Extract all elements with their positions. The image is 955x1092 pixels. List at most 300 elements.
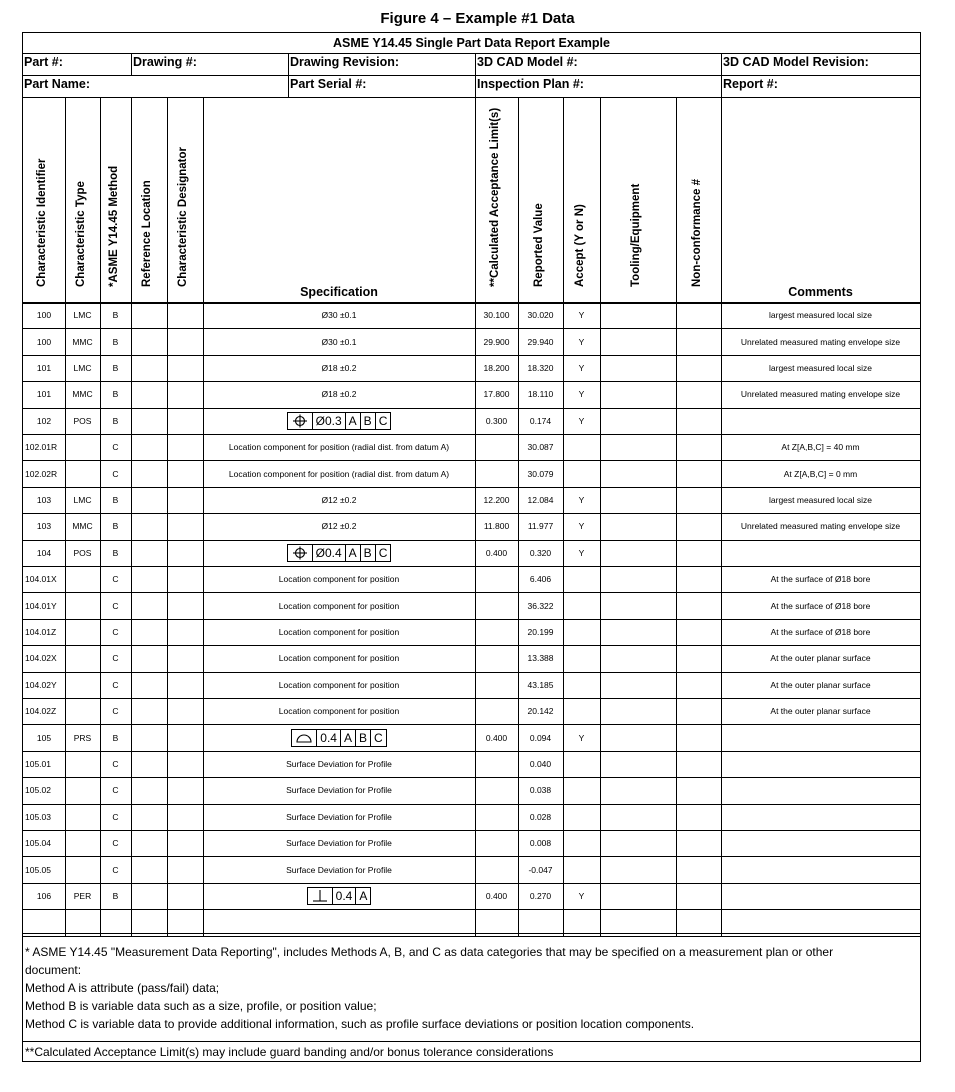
cell-method: B — [112, 389, 119, 400]
cell-nonconformance — [676, 619, 721, 645]
cell-reported-value: 11.977 — [527, 521, 554, 532]
cell-designator — [167, 883, 203, 909]
drawing-revision-label: Drawing Revision: — [290, 55, 400, 69]
cell-reference-location — [131, 777, 167, 803]
cell-reported-value: 0.320 — [529, 547, 552, 558]
footnote: **Calculated Acceptance Limit(s) may include guard banding and/or bonus tolerance considerations — [25, 1045, 554, 1059]
cell-calculated-limit — [475, 751, 518, 777]
cell-reference-location — [131, 830, 167, 856]
cell-reference-location — [131, 883, 167, 909]
cell-designator — [167, 672, 203, 698]
cad-model-number-label: 3D CAD Model #: — [477, 55, 578, 69]
cell-designator — [167, 513, 203, 539]
cell-accept — [563, 698, 600, 724]
cell-tooling — [600, 724, 676, 750]
cell-designator — [167, 592, 203, 618]
column-header-accept: Accept (Y or N) — [574, 204, 586, 287]
cell-nonconformance — [676, 408, 721, 434]
cell-method: C — [112, 574, 119, 585]
fcf-cell: 0.4 — [316, 730, 340, 746]
cell-accept: Y — [578, 890, 585, 901]
cell-reported-value: 20.199 — [527, 626, 554, 637]
column-header-method: *ASME Y14.45 Method — [108, 165, 120, 287]
fcf-symbol — [292, 730, 316, 746]
feature-control-frame — [287, 412, 392, 430]
perpendicularity-icon — [311, 889, 329, 903]
cell-reported-value: 43.185 — [527, 679, 554, 690]
cell-characteristic-id: 104.02X — [25, 653, 57, 664]
cell-designator — [167, 724, 203, 750]
cell-method: B — [112, 336, 119, 347]
cell-method: C — [112, 864, 119, 875]
cell-calculated-limit: 0.300 — [485, 415, 508, 426]
cell-calculated-limit: 18.200 — [483, 362, 510, 373]
cell-nonconformance — [676, 592, 721, 618]
table-title: ASME Y14.45 Single Part Data Report Example — [333, 36, 610, 50]
cell-method: C — [112, 758, 119, 769]
cell-characteristic-id: 105.05 — [25, 864, 51, 875]
cell-nonconformance — [676, 381, 721, 407]
cell-designator — [167, 328, 203, 354]
cell-calculated-limit — [475, 619, 518, 645]
cell-tooling — [600, 434, 676, 460]
cell-tooling — [600, 830, 676, 856]
cell-specification: Location component for position (radial dist. from datum A) — [228, 442, 450, 453]
cell-characteristic-type: PRS — [73, 732, 92, 743]
cell-reference-location — [131, 355, 167, 381]
cell-nonconformance — [676, 751, 721, 777]
cell-designator — [167, 909, 203, 935]
fcf-cell: A — [345, 545, 360, 561]
cell-characteristic-id: 106 — [36, 890, 52, 901]
cell-specification — [203, 909, 475, 935]
cell-calculated-limit: 0.400 — [485, 547, 508, 558]
cell-calculated-limit — [475, 698, 518, 724]
cell-accept — [563, 909, 600, 935]
fcf-cell: C — [370, 730, 386, 746]
cell-reported-value: 13.388 — [527, 653, 554, 664]
cell-characteristic-type: MMC — [72, 336, 93, 347]
part-number-label: Part #: — [24, 55, 63, 69]
cell-specification: Location component for position (radial dist. from datum A) — [228, 468, 450, 479]
cell-accept: Y — [578, 310, 585, 321]
cell-specification: Ø12 ±0.2 — [321, 521, 357, 532]
cell-characteristic-type — [65, 751, 100, 777]
cell-reported-value: 0.038 — [529, 785, 552, 796]
cell-designator — [167, 856, 203, 882]
cell-characteristic-type — [65, 619, 100, 645]
cell-characteristic-id: 104.01Z — [25, 626, 57, 637]
column-header-nc: Non-conformance # — [691, 179, 703, 287]
inspection-plan-label: Inspection Plan #: — [477, 77, 584, 91]
cell-nonconformance — [676, 804, 721, 830]
cell-reference-location — [131, 751, 167, 777]
cell-comments: At Z[A,B,C] = 40 mm — [781, 442, 860, 453]
cell-nonconformance — [676, 698, 721, 724]
cell-nonconformance — [676, 540, 721, 566]
cell-tooling — [600, 856, 676, 882]
cell-tooling — [600, 672, 676, 698]
column-header-cal: **Calculated Acceptance Limit(s) — [489, 107, 501, 287]
cell-comments — [721, 724, 920, 750]
cell-characteristic-type — [65, 777, 100, 803]
cell-reference-location — [131, 566, 167, 592]
cell-specification: Location component for position — [278, 653, 400, 664]
cell-reported-value: 36.322 — [527, 600, 554, 611]
cell-calculated-limit: 11.800 — [483, 521, 510, 532]
cell-designator — [167, 355, 203, 381]
cell-method: B — [112, 362, 119, 373]
fcf-cell: A — [345, 413, 360, 429]
cell-method: C — [112, 600, 119, 611]
cell-designator — [167, 619, 203, 645]
method-notes — [23, 943, 920, 1039]
cell-characteristic-type — [65, 909, 100, 935]
part-serial-label: Part Serial #: — [290, 77, 367, 91]
cell-method: B — [112, 521, 119, 532]
cell-characteristic-type — [65, 698, 100, 724]
cell-comments — [721, 540, 920, 566]
cell-reported-value: 30.087 — [527, 442, 554, 453]
cell-method: C — [112, 442, 119, 453]
column-header-spec: Specification — [300, 285, 378, 299]
cell-reported-value: 0.028 — [529, 811, 552, 822]
cell-reported-value: 0.008 — [529, 838, 552, 849]
cell-tooling — [600, 513, 676, 539]
cell-calculated-limit — [475, 672, 518, 698]
cell-calculated-limit — [475, 645, 518, 671]
cell-characteristic-id: 104 — [36, 547, 52, 558]
cell-method: B — [112, 415, 119, 426]
cell-comments: At the surface of Ø18 bore — [770, 574, 871, 585]
cell-characteristic-type — [65, 592, 100, 618]
cell-characteristic-type: POS — [73, 415, 92, 426]
cell-nonconformance — [676, 513, 721, 539]
cell-tooling — [600, 777, 676, 803]
cell-comments: Unrelated measured mating envelope size — [740, 336, 901, 347]
cell-comments: At the surface of Ø18 bore — [770, 600, 871, 611]
cell-accept — [563, 856, 600, 882]
data-report-table — [22, 32, 921, 1062]
cell-specification: Surface Deviation for Profile — [286, 838, 392, 849]
cell-comments — [721, 856, 920, 882]
position-icon — [291, 414, 309, 428]
cell-method: C — [112, 838, 119, 849]
cell-nonconformance — [676, 328, 721, 354]
cell-characteristic-id: 100 — [36, 310, 52, 321]
cell-characteristic-id: 105.01 — [25, 758, 51, 769]
cell-accept: Y — [578, 494, 585, 505]
cell-nonconformance — [676, 302, 721, 328]
cell-reported-value: 29.940 — [527, 336, 554, 347]
cell-tooling — [600, 592, 676, 618]
cell-reported-value: 6.406 — [529, 574, 552, 585]
cell-tooling — [600, 328, 676, 354]
cell-characteristic-id: 103 — [36, 521, 52, 532]
cell-specification: Surface Deviation for Profile — [286, 785, 392, 796]
cell-tooling — [600, 751, 676, 777]
cell-accept — [563, 460, 600, 486]
cell-characteristic-id: 104.01X — [25, 574, 57, 585]
cell-tooling — [600, 460, 676, 486]
cell-accept — [563, 566, 600, 592]
part-name-label: Part Name: — [24, 77, 90, 91]
cell-characteristic-id: 104.02Y — [25, 679, 57, 690]
profile-surface-icon — [295, 731, 313, 745]
cell-characteristic-type — [65, 645, 100, 671]
cell-calculated-limit — [475, 434, 518, 460]
cell-comments — [721, 408, 920, 434]
cell-accept: Y — [578, 389, 585, 400]
cell-designator — [167, 381, 203, 407]
fcf-cell: C — [375, 545, 391, 561]
cell-tooling — [600, 566, 676, 592]
cell-designator — [167, 434, 203, 460]
cell-comments — [721, 883, 920, 909]
cell-accept: Y — [578, 362, 585, 373]
cell-reported-value: 0.040 — [529, 758, 552, 769]
cell-designator — [167, 777, 203, 803]
cell-reference-location — [131, 909, 167, 935]
cell-calculated-limit: 0.400 — [485, 890, 508, 901]
cell-characteristic-id: 101 — [36, 362, 52, 373]
feature-control-frame — [287, 544, 392, 562]
cell-characteristic-type — [65, 434, 100, 460]
cell-characteristic-id: 105.04 — [25, 838, 51, 849]
cell-accept: Y — [578, 547, 585, 558]
cell-method: B — [112, 732, 119, 743]
drawing-number-label: Drawing #: — [133, 55, 197, 69]
cell-reported-value — [518, 909, 563, 935]
cell-characteristic-type: PER — [73, 890, 92, 901]
cell-reported-value: 0.174 — [529, 415, 552, 426]
cell-method: C — [112, 626, 119, 637]
fcf-cell: Ø0.4 — [312, 545, 345, 561]
cell-specification: Ø30 ±0.1 — [321, 310, 357, 321]
cell-characteristic-id: 102.01R — [25, 442, 58, 453]
cell-characteristic-type — [65, 804, 100, 830]
cell-nonconformance — [676, 487, 721, 513]
cell-reference-location — [131, 540, 167, 566]
column-header-reported: Reported Value — [533, 203, 545, 287]
cell-specification — [203, 408, 475, 434]
cell-calculated-limit — [475, 804, 518, 830]
cell-characteristic-id: 102 — [36, 415, 52, 426]
cell-characteristic-id: 102.02R — [25, 468, 58, 479]
cell-nonconformance — [676, 724, 721, 750]
cell-reference-location — [131, 724, 167, 750]
cell-comments — [721, 777, 920, 803]
cell-accept: Y — [578, 415, 585, 426]
cell-specification: Ø18 ±0.2 — [321, 362, 357, 373]
report-number-label: Report #: — [723, 77, 778, 91]
cell-comments: At the outer planar surface — [770, 679, 871, 690]
cell-accept — [563, 619, 600, 645]
cell-specification: Surface Deviation for Profile — [286, 864, 392, 875]
cell-specification: Ø30 ±0.1 — [321, 336, 357, 347]
cell-reference-location — [131, 328, 167, 354]
column-header-comments: Comments — [788, 285, 853, 299]
cell-characteristic-type: MMC — [72, 389, 93, 400]
fcf-cell: Ø0.3 — [312, 413, 345, 429]
cell-specification: Location component for position — [278, 600, 400, 611]
cell-calculated-limit: 17.800 — [483, 389, 510, 400]
cell-nonconformance — [676, 460, 721, 486]
fcf-cell: B — [360, 545, 375, 561]
cell-comments — [721, 751, 920, 777]
cell-nonconformance — [676, 672, 721, 698]
cell-characteristic-type: MMC — [72, 521, 93, 532]
cell-specification: Surface Deviation for Profile — [286, 811, 392, 822]
cell-comments: At the outer planar surface — [770, 653, 871, 664]
cell-calculated-limit: 0.400 — [485, 732, 508, 743]
cell-accept: Y — [578, 732, 585, 743]
cell-characteristic-id: 104.01Y — [25, 600, 57, 611]
cell-nonconformance — [676, 777, 721, 803]
cell-nonconformance — [676, 566, 721, 592]
cell-calculated-limit — [475, 830, 518, 856]
cell-accept — [563, 434, 600, 460]
cell-characteristic-id: 100 — [36, 336, 52, 347]
cell-calculated-limit — [475, 592, 518, 618]
feature-control-frame — [291, 729, 386, 747]
cell-nonconformance — [676, 355, 721, 381]
cell-characteristic-type: LMC — [73, 362, 92, 373]
cell-comments: At the outer planar surface — [770, 706, 871, 717]
column-header-ref_loc: Reference Location — [141, 180, 153, 287]
column-header-tooling: Tooling/Equipment — [630, 183, 642, 287]
cell-comments: largest measured local size — [769, 494, 872, 505]
cell-characteristic-type — [65, 566, 100, 592]
cell-designator — [167, 487, 203, 513]
cell-reference-location — [131, 513, 167, 539]
cell-designator — [167, 645, 203, 671]
cell-accept — [563, 592, 600, 618]
cell-characteristic-type: POS — [73, 547, 92, 558]
cell-specification: Location component for position — [278, 679, 400, 690]
cell-accept — [563, 777, 600, 803]
cell-method: B — [112, 547, 119, 558]
cell-designator — [167, 566, 203, 592]
cell-method — [100, 909, 131, 935]
cell-calculated-limit — [475, 909, 518, 935]
cell-calculated-limit — [475, 460, 518, 486]
cell-method: C — [112, 653, 119, 664]
data-grid — [23, 97, 920, 933]
cell-reference-location — [131, 302, 167, 328]
cell-tooling — [600, 381, 676, 407]
cell-reference-location — [131, 592, 167, 618]
note-line: Method A is attribute (pass/fail) data; — [25, 981, 220, 995]
cell-accept: Y — [578, 521, 585, 532]
cell-calculated-limit — [475, 566, 518, 592]
cell-designator — [167, 804, 203, 830]
cell-reported-value: 18.110 — [527, 389, 554, 400]
cell-method: C — [112, 811, 119, 822]
fcf-cell: B — [355, 730, 370, 746]
cell-specification: Location component for position — [278, 626, 400, 637]
cell-calculated-limit: 30.100 — [483, 310, 510, 321]
cell-reported-value: 30.079 — [527, 468, 554, 479]
cell-specification: Surface Deviation for Profile — [286, 758, 392, 769]
cell-accept: Y — [578, 336, 585, 347]
cell-reported-value: 18.320 — [527, 362, 554, 373]
cell-characteristic-id — [23, 909, 65, 935]
column-header-char_id: Characteristic Identifier — [36, 158, 48, 287]
note-line: Method B is variable data such as a size, profile, or position value; — [25, 999, 377, 1013]
cell-tooling — [600, 645, 676, 671]
cell-calculated-limit — [475, 777, 518, 803]
cell-tooling — [600, 540, 676, 566]
cell-reference-location — [131, 619, 167, 645]
cell-characteristic-id: 105.03 — [25, 811, 51, 822]
cell-characteristic-type — [65, 460, 100, 486]
cell-designator — [167, 751, 203, 777]
cell-characteristic-type — [65, 830, 100, 856]
cell-reference-location — [131, 460, 167, 486]
cad-model-revision-label: 3D CAD Model Revision: — [723, 55, 869, 69]
fcf-cell: 0.4 — [332, 888, 356, 904]
cell-characteristic-type — [65, 672, 100, 698]
position-icon — [291, 546, 309, 560]
cell-method: B — [112, 890, 119, 901]
column-header-designator: Characteristic Designator — [177, 147, 189, 287]
cell-method: C — [112, 679, 119, 690]
cell-calculated-limit: 12.200 — [483, 494, 510, 505]
fcf-cell: A — [340, 730, 355, 746]
cell-method: C — [112, 468, 119, 479]
column-header-char_type: Characteristic Type — [75, 181, 87, 287]
cell-characteristic-type: LMC — [73, 494, 92, 505]
cell-tooling — [600, 408, 676, 434]
feature-control-frame — [307, 887, 372, 905]
cell-designator — [167, 698, 203, 724]
fcf-symbol — [288, 413, 312, 429]
cell-comments: largest measured local size — [769, 362, 872, 373]
cell-nonconformance — [676, 830, 721, 856]
cell-reference-location — [131, 804, 167, 830]
cell-characteristic-id: 104.02Z — [25, 706, 57, 717]
cell-tooling — [600, 804, 676, 830]
cell-nonconformance — [676, 856, 721, 882]
cell-reference-location — [131, 698, 167, 724]
cell-specification — [203, 540, 475, 566]
cell-reference-location — [131, 672, 167, 698]
cell-specification: Ø12 ±0.2 — [321, 494, 357, 505]
cell-accept — [563, 672, 600, 698]
cell-reference-location — [131, 408, 167, 434]
cell-specification: Location component for position — [278, 574, 400, 585]
cell-specification: Ø18 ±0.2 — [321, 389, 357, 400]
cell-designator — [167, 408, 203, 434]
cell-designator — [167, 540, 203, 566]
cell-specification: Location component for position — [278, 706, 400, 717]
cell-characteristic-id: 101 — [36, 389, 52, 400]
cell-tooling — [600, 355, 676, 381]
cell-method: B — [112, 310, 119, 321]
cell-characteristic-id: 103 — [36, 494, 52, 505]
cell-designator — [167, 302, 203, 328]
cell-comments: largest measured local size — [769, 310, 872, 321]
cell-reported-value: 20.142 — [527, 706, 554, 717]
cell-accept — [563, 804, 600, 830]
cell-designator — [167, 830, 203, 856]
fcf-cell: A — [355, 888, 370, 904]
note-line: * ASME Y14.45 "Measurement Data Reporting", includes Methods A, B, and C as data categories that may be specified on a measurement plan or other — [25, 945, 834, 959]
cell-reported-value: 0.094 — [529, 732, 552, 743]
cell-method: B — [112, 494, 119, 505]
fcf-cell: B — [360, 413, 375, 429]
